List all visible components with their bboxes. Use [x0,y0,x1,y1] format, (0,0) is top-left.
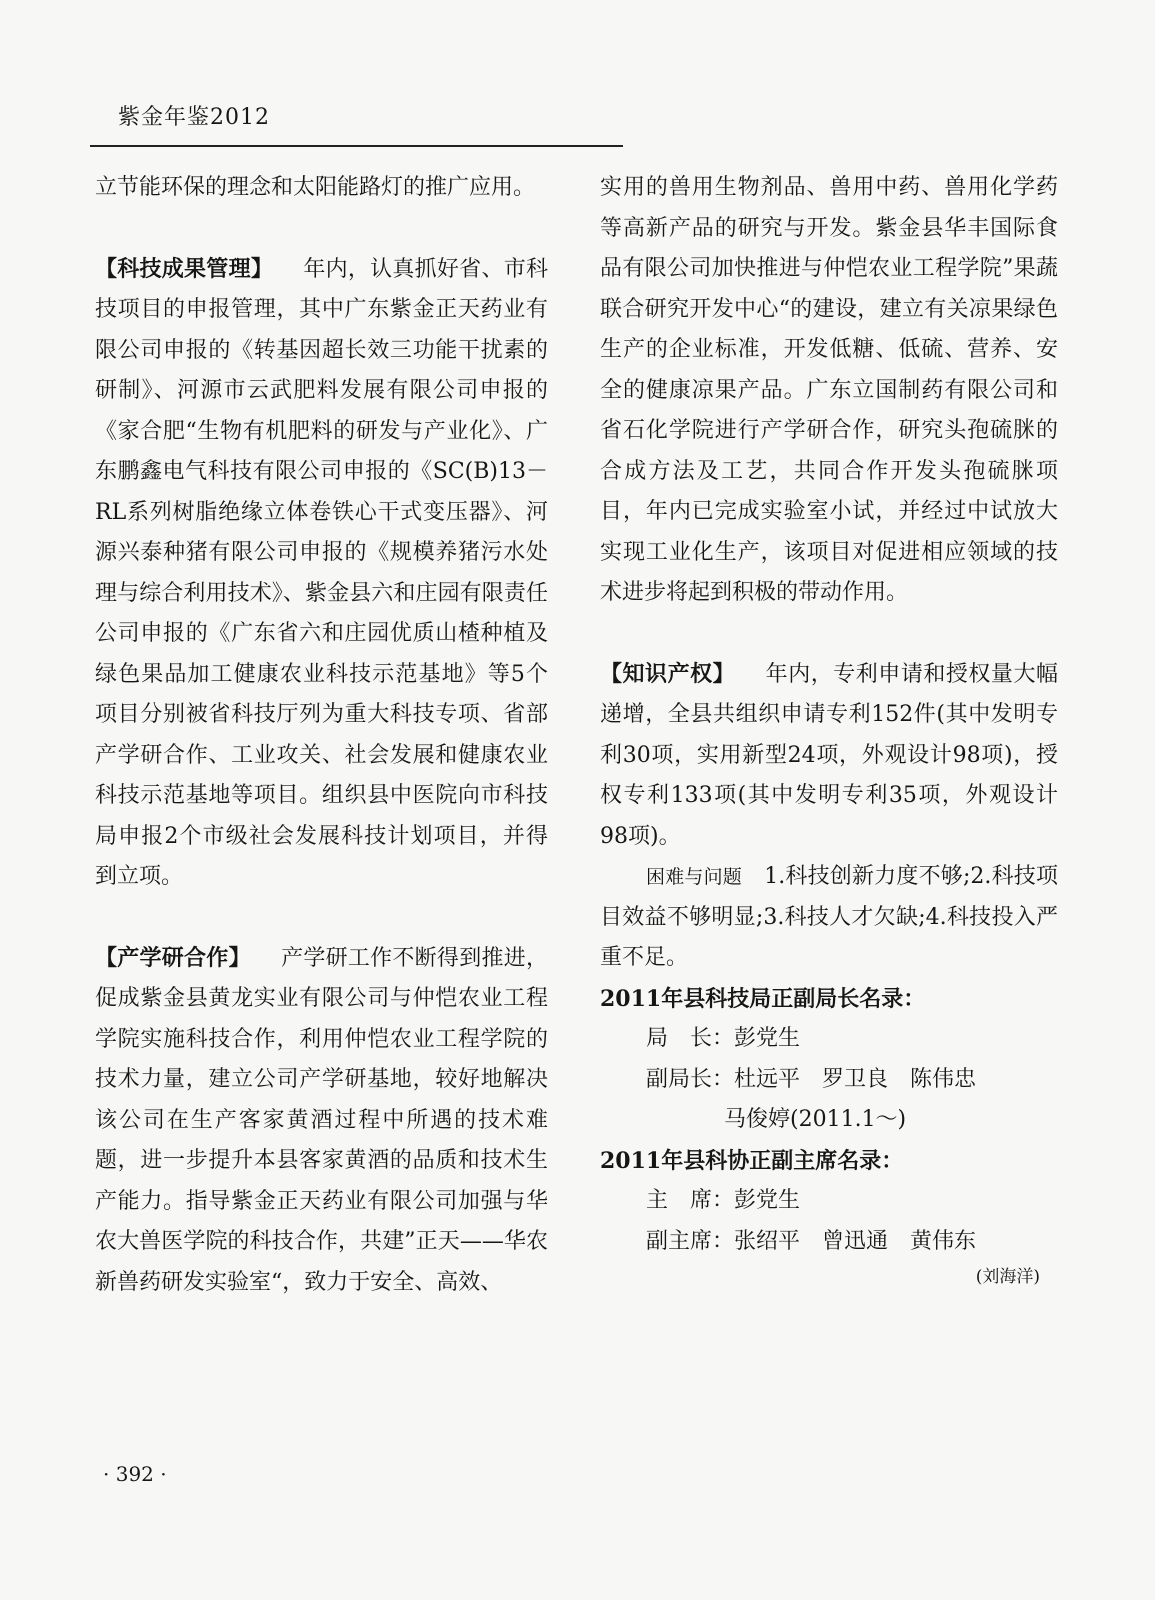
roster-association-deputy: 曾迅通 [822,1228,889,1254]
section-industry-research [95,938,548,1304]
author-credit: (刘海洋) [975,1267,1040,1287]
section-body-industry-research: 产学研工作不断得到推进，促成紫金县黄龙实业有限公司与仲恺农业工程学院实施科技合作，利用仲恺农业工程学院的技术力量，建立公司产学研基地，较好地解决该公司在生产客家黄酒过程中所遇的技术难题，进一步提升本县客家黄酒的品质和技术生产能力。指导紫金正天药业有限公司加强与华农大兽医学院的科技合作，共建”正天——华农新兽药研发实验室“，致力于安全、高效、 [95,945,548,1295]
roster-title-bureau: 2011年县科技局正副局长名录： [600,985,926,1012]
section-tech-results [95,249,548,898]
roster-association-deputy-label: 副主席： [646,1228,735,1254]
roster-association-deputy: 黄伟东 [910,1228,977,1254]
roster-title-association: 2011年县科协正副主席名录： [600,1147,904,1174]
roster-bureau-deputy: 罗卫良 [822,1066,889,1092]
roster-association-deputies [600,1222,1058,1263]
header-rule [90,145,623,147]
page-number: · 392 · [103,1462,167,1486]
roster-bureau-deputies [600,1060,1058,1101]
section-heading-industry-research: 【产学研合作】 [95,944,251,971]
roster-bureau-deputy-label: 副局长： [646,1066,735,1092]
roster-bureau-chief: 局 长：彭党生 [646,1026,801,1051]
section-heading-ip: 【知识产权】 [600,660,736,687]
roster-association-chief: 主 席：彭党生 [646,1188,801,1213]
section-heading-tech-results: 【科技成果管理】 [95,255,274,282]
problems-paragraph [600,857,1058,979]
roster-bureau-deputy-extra: 马俊婷(2011.1～) [724,1107,907,1132]
roster-bureau-deputy: 陈伟忠 [910,1066,977,1092]
intro-tail: 立节能环保的理念和太阳能路灯的推广应用。 [95,175,536,200]
problems-label: 困难与问题 [646,866,742,888]
roster-bureau-deputy: 杜远平 [734,1066,801,1092]
left-column [95,168,548,1303]
section-body-tech-results: 年内，认真抓好省、市科技项目的申报管理，其中广东紫金正天药业有限公司申报的《转基因超长效三功能干扰素的研制》、河源市云武肥料发展有限公司申报的《家合肥“生物有机肥料的研发与产业化》、广东鹏鑫电气科技有限公司申报的《SC(B)13－RL系列树脂绝缘立体卷铁心干式变压器》、河源兴泰种猪有限公司申报的《规模养猪污水处理与综合利用技术》、紫金县六和庄园有限责任公司申报的《广东省六和庄园优质山楂种植及绿色果品加工健康农业科技示范基地》等5个项目分别被省科技厅列为重大科技专项、省部产学研合作、工业攻关、社会发展和健康农业科技示范基地等项目。组织县中医院向市科技局申报2个市级社会发展科技计划项目，并得到立项。 [95,256,548,889]
section-industry-research-cont: 实用的兽用生物剂品、兽用中药、兽用化学药等高新产品的研究与开发。紫金县华丰国际食品有限公司加快推进与仲恺农业工程学院”果蔬联合研究开发中心“的建设，建立有关凉果绿色生产的企业标准，开发低糖、低硫、营养、安全的健康凉果产品。广东立国制药有限公司和省石化学院进行产学研合作，研究头孢硫脒的合成方法及工艺，共同合作开发头孢硫脒项目，年内已完成实验室小试，并经过中试放大实现工业化生产，该项目对促进相应领域的技术进步将起到积极的带动作用。 [600,175,1058,605]
section-ip [600,654,1058,858]
problems-body: 1.科技创新力度不够;2.科技项目效益不够明显;3.科技人才欠缺;4.科技投入严重不足。 [600,864,1058,970]
roster-association-deputy: 张绍平 [734,1228,801,1254]
running-header: 紫金年鉴2012 [118,105,270,130]
right-column [600,168,1058,1292]
section-body-ip: 年内，专利申请和授权量大幅递增，全县共组织申请专利152件(其中发明专利30项，实用新型24项，外观设计98项)，授权专利133项(其中发明专利35项，外观设计98项)。 [600,661,1058,849]
